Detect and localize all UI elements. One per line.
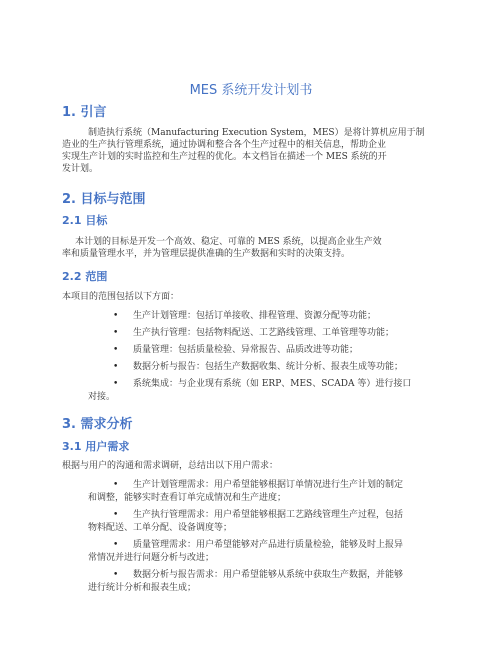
heading-target: 2.1 目标 (62, 214, 108, 227)
scope-list-item: 生产执行管理：包括物料配送、工艺路线管理、工单管理等功能； (133, 328, 395, 338)
scope-list-item: 数据分析与报告：包括生产数据收集、统计分析、报表生成等功能； (133, 362, 404, 372)
scope-list-item: 系统集成：与企业现有系统（如 ERP、MES、SCADA 等）进行接口 (133, 379, 412, 389)
requirement-item-continuation: 常情况并进行问题分析与改进； (88, 553, 215, 563)
requirement-item: 生产计划管理需求：用户希望能够根据订单情况进行生产计划的制定 (133, 480, 404, 490)
requirement-item-continuation: 物料配送、工单分配、设备调度等； (88, 523, 233, 533)
scope-list-item: 质量管理：包括质量检验、异常报告、品质改进等功能； (133, 345, 359, 355)
bullet-marker: • (113, 345, 119, 355)
document-title: MES 系统开发计划书 (189, 83, 313, 98)
bullet-marker: • (113, 540, 119, 550)
scope-list-item: 生产计划管理：包括订单接收、排程管理、资源分配等功能； (133, 311, 377, 321)
bullet-marker: • (113, 311, 119, 321)
bullet-marker: • (113, 328, 119, 338)
bullet-marker: • (113, 480, 119, 490)
requirement-item: 生产执行管理需求：用户希望能够根据工艺路线管理生产过程，包括 (133, 510, 404, 520)
requirement-item-continuation: 进行统计分析和报表生成； (88, 583, 197, 593)
heading-requirements: 3. 需求分析 (62, 417, 133, 432)
user-requirements-intro: 根据与用户的沟通和需求调研，总结出以下用户需求： (62, 461, 279, 471)
requirement-item-continuation: 和调整，能够实时查看订单完成情况和生产进度； (88, 493, 287, 503)
bullet-marker: • (113, 379, 119, 389)
heading-goals-scope: 2. 目标与范围 (62, 192, 146, 207)
target-paragraph-line: 率和质量管理水平，并为管理层提供准确的生产数据和实时的决策支持。 (62, 249, 351, 259)
bullet-marker: • (113, 510, 119, 520)
heading-introduction: 1. 引言 (62, 105, 107, 120)
scope-intro: 本项目的范围包括以下方面： (62, 292, 180, 302)
intro-paragraph-line: 发计划。 (62, 164, 99, 174)
bullet-marker: • (113, 570, 119, 580)
requirement-item: 数据分析与报告需求：用户希望能够从系统中获取生产数据，并能够 (133, 570, 404, 580)
target-paragraph-line: 本计划的目标是开发一个高效、稳定、可靠的 MES 系统，以提高企业生产效 (75, 237, 382, 247)
intro-paragraph-line: 造业的生产执行管理系统，通过协调和整合各个生产过程中的相关信息，帮助企业 (62, 140, 387, 150)
scope-list-item-continuation: 对接。 (88, 392, 116, 402)
heading-scope: 2.2 范围 (62, 270, 108, 283)
bullet-marker: • (113, 362, 119, 372)
intro-paragraph-line: 实现生产计划的实时监控和生产过程的优化。本文档旨在描述一个 MES 系统的开 (62, 152, 387, 162)
intro-paragraph-line: 制造执行系统（Manufacturing Execution System，MES）是将计算机应用于制 (88, 128, 425, 138)
heading-user-requirements: 3.1 用户需求 (62, 440, 130, 453)
requirement-item: 质量管理需求：用户希望能够对产品进行质量检验，能够及时上报异 (133, 540, 404, 550)
